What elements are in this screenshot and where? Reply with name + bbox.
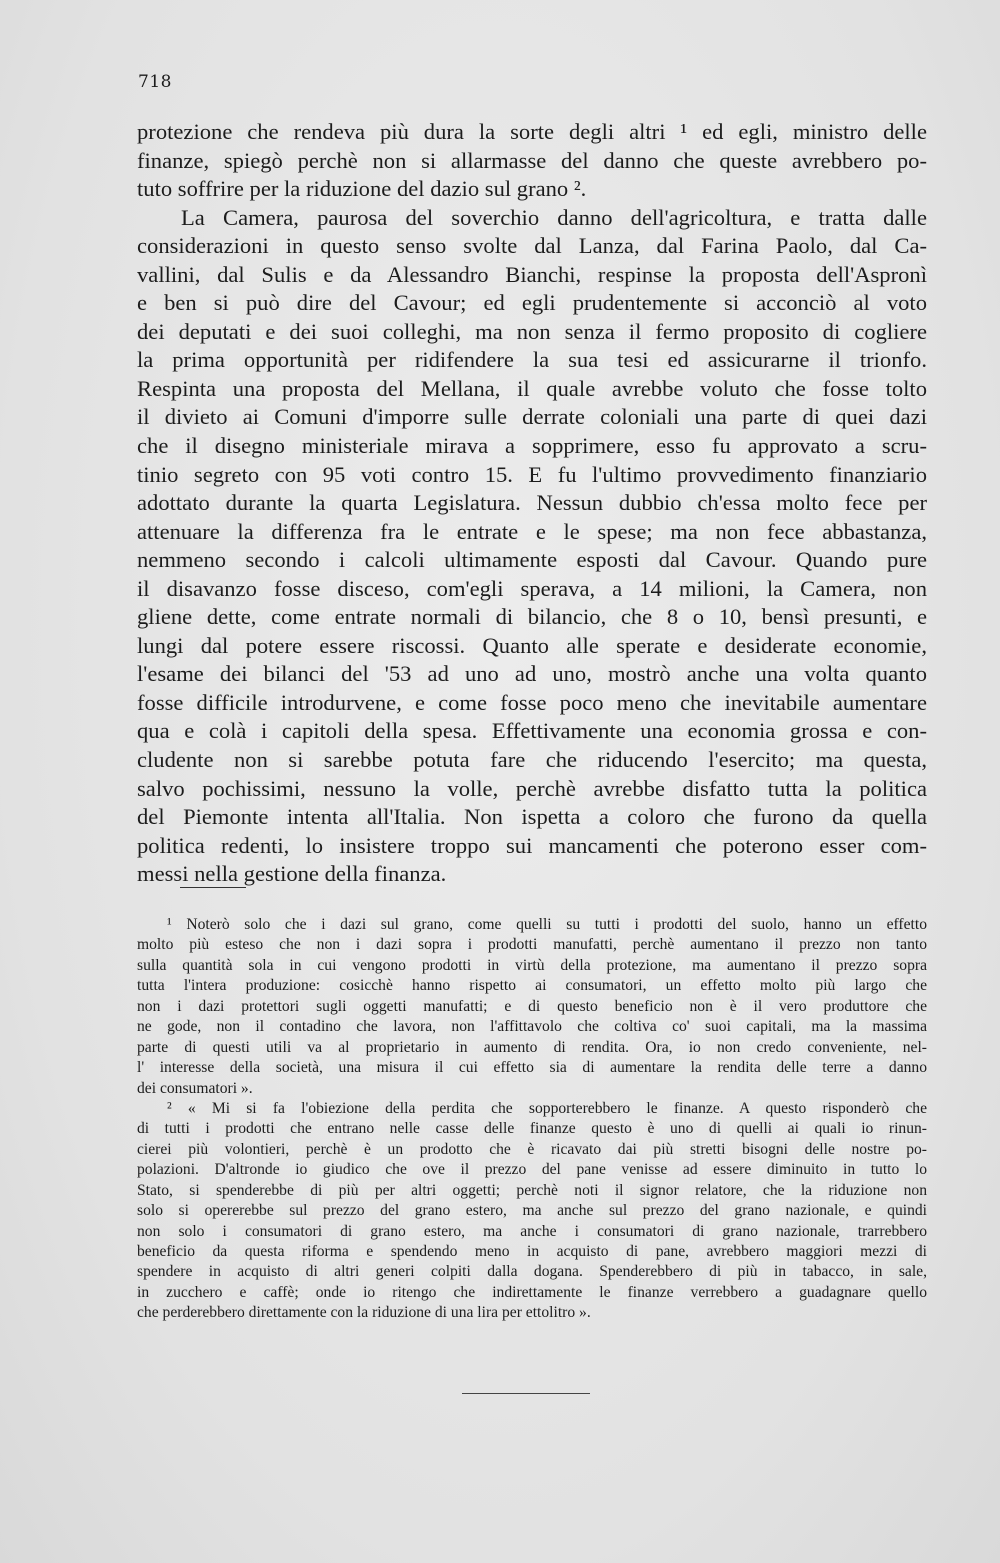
footnote-line: non solo i consumatori di grano estero, ma anche i consumatori di grano nazionale, trarrebbero: [137, 1222, 927, 1240]
footnote-line: in zucchero e caffè; onde io ritengo che indirettamente le finanze verrebbero a guadagnare quello: [137, 1283, 927, 1301]
body-line: cludente non si sarebbe potuta fare che riducendo l'esercito; ma questa,: [137, 747, 927, 773]
footnote-line: Stato, si spenderebbe di più per altri oggetti; perchè noti il signor relatore, che la riduzione non: [137, 1181, 927, 1199]
end-rule: [462, 1393, 590, 1394]
footnote-line: parte di questi utili va al proprietario in aumento di rendita. Ora, io non credo conveniente, nel-: [137, 1038, 927, 1056]
body-line: protezione che rendeva più dura la sorte degli altri ¹ ed egli, ministro delle: [137, 119, 927, 144]
body-line: l'esame dei bilanci del '53 ad uno ad uno, mostrò anche una volta quanto: [137, 661, 927, 687]
body-line: il disavanzo fosse disceso, com'egli sperava, a 14 milioni, la Camera, non: [137, 575, 927, 601]
footnote-line: spendere in acquisto di altri generi colpiti dalla dogana. Spenderebbero di più in tabacco, in sale,: [137, 1263, 927, 1281]
footnote-separator: [180, 887, 246, 888]
footnote-line: beneficio da questa riforma e spendendo meno in acquisto di pane, avrebbero maggiori mezzi di: [137, 1243, 927, 1260]
body-line: dei deputati e dei suoi colleghi, ma non senza il fermo proposito di cogliere: [137, 318, 927, 344]
body-line: tinio segreto con 95 voti contro 15. E fu l'ultimo provvedimento finanziario: [137, 461, 927, 487]
body-line: vallini, dal Sulis e da Alessandro Bianchi, respinse la proposta dell'Aspronì: [137, 261, 927, 287]
footnote-line: solo si opererebbe sul prezzo del grano estero, ma anche sul prezzo del grano nazionale, e quindi: [137, 1202, 927, 1220]
body-line: La Camera, paurosa del soverchio danno dell'agricoltura, e tratta dalle: [181, 204, 927, 230]
footnotes: [137, 915, 927, 1324]
body-line: attenuare la differenza fra le entrate e le spese; ma non fece abbastanza,: [137, 518, 927, 544]
body-line: adottato durante la quarta Legislatura. Nessun dubbio ch'essa molto fece per: [137, 490, 927, 516]
body-line: considerazioni in questo senso svolte dal Lanza, dal Farina Paolo, dal Ca-: [137, 233, 927, 259]
footnote-line: di tutti i prodotti che entrano nelle casse delle finanze questo è uno di quelli ai quali io rinun-: [137, 1120, 927, 1138]
footnote-line: polazioni. D'altronde io giudico che ove il prezzo del pane venisse ad essere diminuito in tutto lo: [137, 1161, 927, 1179]
body-line: fosse difficile introdurvene, e come fosse poco meno che inevitabile aumentare: [137, 689, 927, 715]
body-text: [137, 118, 927, 889]
footnote-line: sulla quantità sola in cui vengono prodotti in virtù della protezione, ma aumentano il prezzo sopra: [137, 956, 927, 974]
body-line: tuto soffrire per la riduzione del dazio sul grano ².: [137, 176, 587, 202]
footnote-line: molto più esteso che non i dazi sopra i prodotti manufatti, perchè aumentano il prezzo non tanto: [137, 936, 927, 954]
footnote-line: cierei più volontieri, perchè è un prodotto che è ricavato dai più stretti bisogni delle nostre po-: [137, 1140, 927, 1158]
footnote-line: ne gode, non il contadino che lavora, non l'affittavolo che coltiva co' suoi capitali, ma la massima: [137, 1018, 927, 1036]
body-line: Respinta una proposta del Mellana, il quale avrebbe voluto che fosse tolto: [137, 375, 927, 401]
footnote-line: che perderebbero direttamente con la riduzione di una lira per ettolitro ».: [137, 1304, 591, 1322]
footnote-line: ¹ Noterò solo che i dazi sul grano, come quelli su tutti i prodotti del suolo, hanno un effetto: [167, 916, 927, 933]
footnote-line: dei consumatori ».: [137, 1079, 253, 1097]
body-line: gliene dette, come entrate normali di bilancio, che 8 o 10, bensì presunti, e: [137, 604, 927, 630]
footnote-line: non i dazi protettori sugli oggetti manufatti; e di questo beneficio non è il vero produttore che: [137, 997, 927, 1015]
body-line: e ben si può dire del Cavour; ed egli prudentemente si acconciò al voto: [137, 290, 927, 316]
body-line: lungi dal potere essere riscossi. Quanto alle sperate e desiderate economie,: [137, 632, 927, 658]
body-line: il divieto ai Comuni d'imporre sulle derrate coloniali una parte di quei dazi: [137, 404, 927, 430]
body-line: nemmeno secondo i calcoli ultimamente esposti dal Cavour. Quando pure: [137, 547, 927, 573]
body-line: qua e colà i capitoli della spesa. Effettivamente una economia grossa e con-: [137, 718, 927, 744]
footnote-line: ² « Mi si fa l'obiezione della perdita che sopporterebbero le finanze. A questo risponderò che: [167, 1099, 927, 1117]
body-line: finanze, spiegò perchè non si allarmasse del danno che queste avrebbero po-: [137, 147, 927, 173]
footnote-line: l' interesse della società, una misura il cui effetto sia di aumentare la rendita delle terre a danno: [137, 1059, 927, 1077]
body-line: la prima opportunità per ridifendere la sua tesi ed assicurarne il trionfo.: [137, 347, 927, 373]
body-line: politica redenti, lo insistere troppo sui mancamenti che poterono esser com-: [137, 832, 927, 858]
body-line: messi nella gestione della finanza.: [137, 861, 447, 887]
page-number: 718: [138, 72, 172, 92]
body-line: salvo pochissimi, nessuno la volle, perchè avrebbe disfatto tutta la politica: [137, 775, 927, 801]
body-line: che il disegno ministeriale mirava a sopprimere, esso fu approvato a scru-: [137, 433, 927, 459]
footnote-line: tutta l'intera produzione: cosicchè hanno rispetto ai consumatori, un effetto molto più largo che: [137, 977, 927, 995]
body-line: del Piemonte intenta all'Italia. Non ispetta a coloro che furono da quella: [137, 804, 927, 830]
